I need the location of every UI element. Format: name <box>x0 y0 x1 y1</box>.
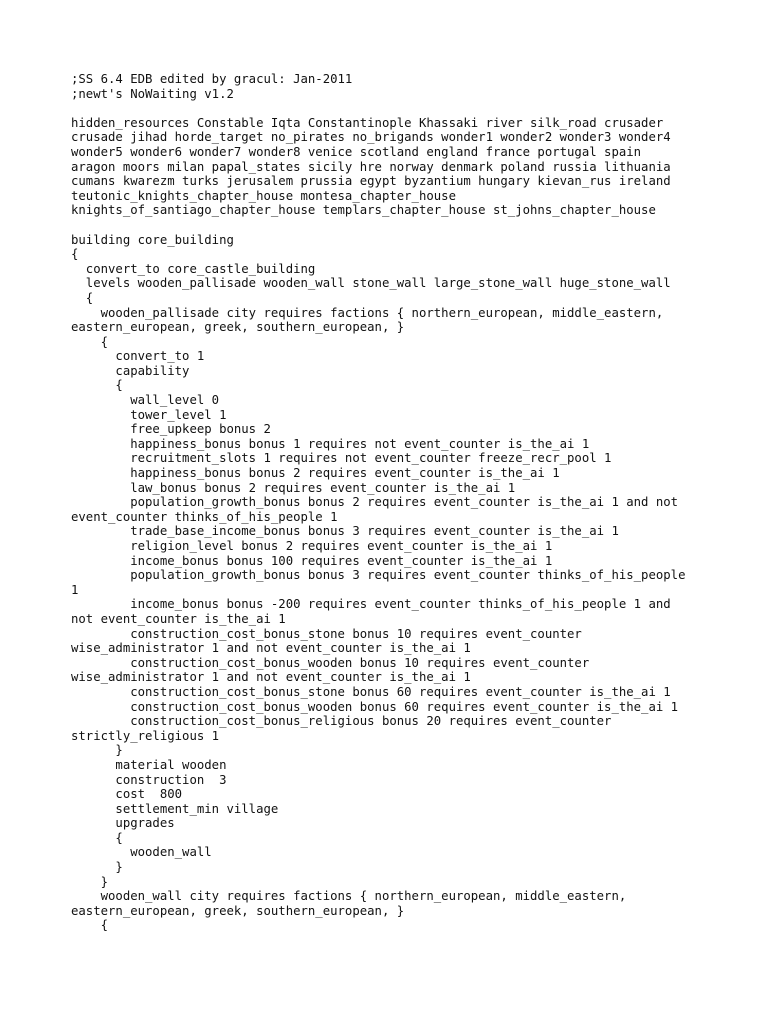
text-line: not event_counter is_the_ai 1 <box>71 611 286 626</box>
text-line: wise_administrator 1 and not event_counter is_the_ai 1 <box>71 670 471 685</box>
text-line: } <box>71 743 123 758</box>
text-line: population_growth_bonus bonus 2 requires event_counter is_the_ai 1 and not <box>71 495 679 510</box>
text-line: settlement_min village <box>71 801 279 816</box>
text-line: construction_cost_bonus_wooden bonus 10 requires event_counter <box>71 655 590 670</box>
text-line: { <box>71 247 79 262</box>
text-line: wall_level 0 <box>71 393 220 408</box>
text-line: building core_building <box>71 232 234 247</box>
text-line: event_counter thinks_of_his_people 1 <box>71 509 338 524</box>
text-line: income_bonus bonus -200 requires event_counter thinks_of_his_people 1 and <box>71 597 671 612</box>
text-line: construction 3 <box>71 772 227 787</box>
text-line: crusade jihad horde_target no_pirates no_brigands wonder1 wonder2 wonder3 wonder4 <box>71 130 671 145</box>
text-line: wonder5 wonder6 wonder7 wonder8 venice scotland england france portugal spain <box>71 144 642 159</box>
text-line: wooden_wall <box>71 845 212 860</box>
document-page <box>71 72 731 933</box>
text-line: eastern_european, greek, southern_european, } <box>71 320 405 335</box>
text-line: free_upkeep bonus 2 <box>71 422 271 437</box>
text-line: ;newt's NoWaiting v1.2 <box>71 86 234 101</box>
text-line: happiness_bonus bonus 1 requires not event_counter is_the_ai 1 <box>71 436 590 451</box>
text-line: religion_level bonus 2 requires event_counter is_the_ai 1 <box>71 539 553 553</box>
text-line: ;SS 6.4 EDB edited by gracul: Jan-2011 <box>71 72 353 86</box>
text-line: construction_cost_bonus_religious bonus 20 requires event_counter <box>71 714 612 729</box>
text-line <box>71 101 731 116</box>
text-line: convert_to core_castle_building <box>71 261 316 276</box>
text-line: construction_cost_bonus_stone bonus 10 requires event_counter <box>71 626 582 641</box>
text-line: strictly_religious 1 <box>71 728 220 743</box>
text-line: recruitment_slots 1 requires not event_counter freeze_recr_pool 1 <box>71 451 612 466</box>
text-line: construction_cost_bonus_wooden bonus 60 requires event_counter is_the_ai 1 <box>71 699 679 714</box>
text-line: knights_of_santiago_chapter_house templars_chapter_house st_johns_chapter_house <box>71 203 656 218</box>
text-line: cost 800 <box>71 787 183 802</box>
text-line: wise_administrator 1 and not event_counter is_the_ai 1 <box>71 641 471 656</box>
text-line: tower_level 1 <box>71 407 227 422</box>
text-line: } <box>71 874 109 889</box>
text-line: aragon moors milan papal_states sicily hre norway denmark poland russia lithuania <box>71 159 671 174</box>
text-line: trade_base_income_bonus bonus 3 requires event_counter is_the_ai 1 <box>71 524 619 539</box>
text-line: material wooden <box>71 757 227 772</box>
text-line: capability <box>71 363 190 378</box>
text-line: levels wooden_pallisade wooden_wall stone_wall large_stone_wall huge_stone_wall <box>71 276 671 291</box>
text-line: { <box>71 918 109 933</box>
text-line: cumans kwarezm turks jerusalem prussia egypt byzantium hungary kievan_rus ireland <box>71 174 671 189</box>
text-line: construction_cost_bonus_stone bonus 60 requires event_counter is_the_ai 1 <box>71 684 671 699</box>
text-line: convert_to 1 <box>71 349 205 364</box>
text-line <box>71 218 731 233</box>
text-line: eastern_european, greek, southern_european, } <box>71 903 405 918</box>
text-line: { <box>71 378 123 393</box>
text-line: law_bonus bonus 2 requires event_counter is_the_ai 1 <box>71 480 516 495</box>
text-line: } <box>71 860 123 875</box>
text-line: upgrades <box>71 816 175 831</box>
text-line: teutonic_knights_chapter_house montesa_chapter_house <box>71 188 456 203</box>
text-line: happiness_bonus bonus 2 requires event_counter is_the_ai 1 <box>71 466 560 481</box>
text-line: wooden_pallisade city requires factions { northern_european, middle_eastern, <box>71 305 664 320</box>
text-line: population_growth_bonus bonus 3 requires event_counter thinks_of_his_people <box>71 568 686 583</box>
text-line: hidden_resources Constable Iqta Constantinople Khassaki river silk_road crusader <box>71 115 664 130</box>
text-line: { <box>71 334 109 349</box>
text-line: { <box>71 290 94 305</box>
text-line: income_bonus bonus 100 requires event_counter is_the_ai 1 <box>71 553 553 568</box>
text-line: 1 <box>71 582 79 597</box>
text-line: { <box>71 830 123 845</box>
text-line: wooden_wall city requires factions { northern_european, middle_eastern, <box>71 889 627 904</box>
